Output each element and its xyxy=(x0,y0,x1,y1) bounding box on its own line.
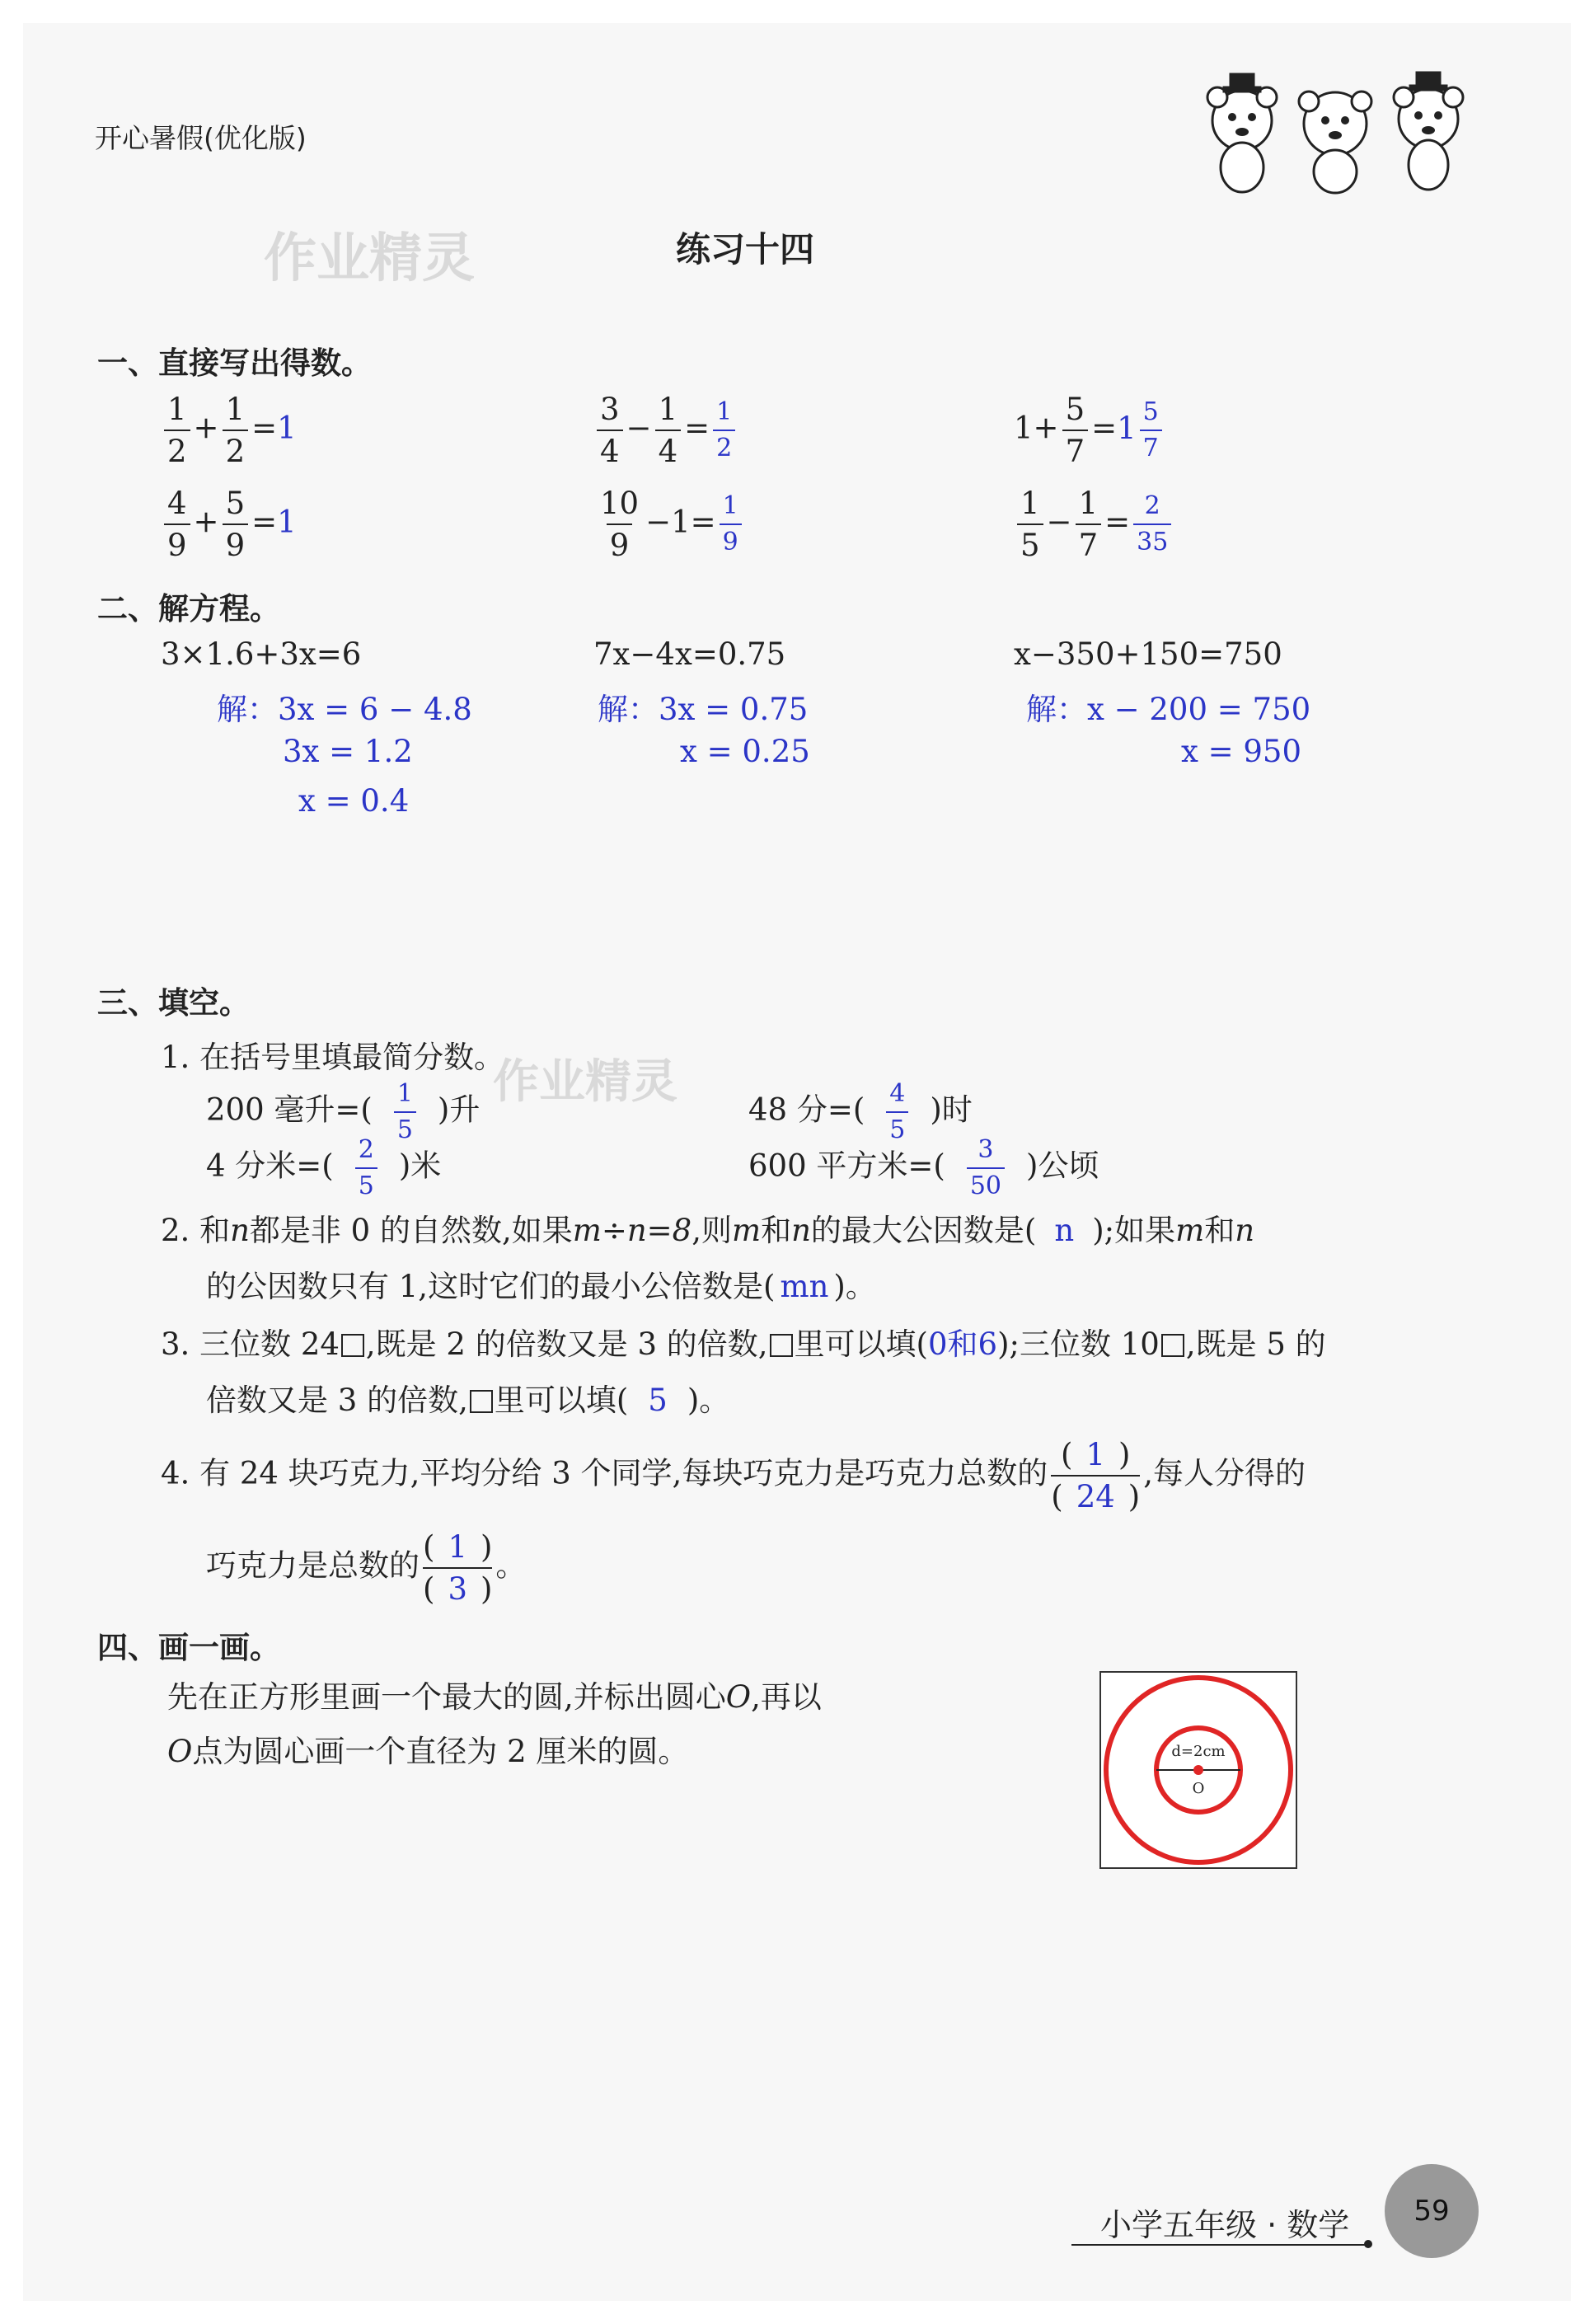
page-number-badge: 59 xyxy=(1385,2164,1479,2258)
calc-item-4: $\frac{4}{9}$ + $\frac{5}{9}$ =1 xyxy=(161,488,297,561)
answer: 5 xyxy=(648,1383,668,1418)
center-label: O xyxy=(1192,1780,1205,1797)
solution-1-line-3: x = 0.4 xyxy=(298,783,410,819)
footer-rule xyxy=(1071,2244,1368,2246)
section3-heading: 三、填空。 xyxy=(97,985,250,1021)
answer: 1 xyxy=(277,410,297,446)
watermark: 作业精灵 xyxy=(264,228,475,289)
calc-item-2: $\frac{3}{4}$ − $\frac{1}{4}$ = $\frac{1}{2}$ xyxy=(593,394,738,467)
section1-heading: 一、直接写出得数。 xyxy=(97,345,372,381)
q4-line-1: 4. 有 24 块巧克力,平均分给 3 个同学,每块巧克力是巧克力总数的 ( 1 ) ( 24 ) ,每人分得的 xyxy=(161,1437,1306,1514)
footer-dot xyxy=(1364,2240,1372,2248)
calc-item-6: $\frac{1}{5}$ − $\frac{1}{7}$ = $\frac{2}{35}$ xyxy=(1014,488,1174,561)
page-title: 练习十四 xyxy=(676,229,815,270)
footer-grade-subject: 小学五年级 · 数学 xyxy=(1100,2207,1350,2243)
calc-item-1: $\frac{1}{2}$ + $\frac{1}{2}$ =1 xyxy=(161,394,297,467)
equation-1: 3×1.6+3x=6 xyxy=(161,636,362,672)
q1-item-2: 48 分=( $\frac{4}{5}$ )时 xyxy=(748,1079,973,1144)
calc-item-3: 1+ $\frac{5}{7}$ =1 $\frac{5}{7}$ xyxy=(1014,394,1165,467)
answer: n xyxy=(1054,1213,1075,1248)
q1-item-1: 200 毫升=( $\frac{1}{5}$ )升 xyxy=(206,1079,481,1144)
answer: $\frac{1}{2}$ xyxy=(713,400,735,461)
section4-line-1: 先在正方形里画一个最大的圆,并标出圆心O,再以 xyxy=(167,1679,822,1715)
solution-1-line-2: 3x = 1.2 xyxy=(283,734,413,769)
solution-2-line-2: x = 0.25 xyxy=(680,734,810,769)
q2-line-2: 的公因数只有 1,这时它们的最小公倍数是( mn )。 xyxy=(206,1269,876,1304)
answer: 0和6 xyxy=(928,1326,998,1362)
answer: $\frac{1}{9}$ xyxy=(720,494,742,555)
circle-figure xyxy=(1099,1671,1297,1869)
solution-3-line-2: x = 950 xyxy=(1181,734,1302,769)
solution-1-line-1: 解：3x = 6 − 4.8 xyxy=(217,692,472,727)
solution-3-line-1: 解：x − 200 = 750 xyxy=(1026,692,1311,727)
watermark-2: 作业精灵 xyxy=(493,1055,677,1109)
q2-line-1: 2. 和n都是非 0 的自然数,如果m÷n=8,则m和n的最大公因数是( n );如果m和n xyxy=(161,1213,1255,1248)
equation-3: x−350+150=750 xyxy=(1014,636,1282,672)
answer: mn xyxy=(780,1269,829,1304)
q1-item-4: 600 平方米=( $\frac{3}{50}$ )公顷 xyxy=(748,1135,1099,1200)
answer: 1 $\frac{5}{7}$ xyxy=(1117,411,1165,446)
q3-line-1: 3. 三位数 24 ,既是 2 的倍数又是 3 的倍数, 里可以填(0和6);三位数 10 ,既是 5 的 xyxy=(161,1326,1326,1362)
answer: 1 xyxy=(277,504,297,540)
q4-line-2: 巧克力是总数的 ( 1 ) ( 3 ) 。 xyxy=(206,1529,527,1607)
answer: $\frac{2}{35}$ xyxy=(1133,494,1171,555)
section4-heading: 四、画一画。 xyxy=(97,1630,280,1665)
diameter-label: d=2cm xyxy=(1171,1743,1226,1760)
equation-2: 7x−4x=0.75 xyxy=(593,636,786,672)
center-point xyxy=(1193,1765,1203,1775)
bear-mascots-illustration xyxy=(1191,64,1479,196)
section4-line-2: O点为圆心画一个直径为 2 厘米的圆。 xyxy=(167,1734,689,1769)
q3-line-2: 倍数又是 3 的倍数, 里可以填( 5 )。 xyxy=(206,1383,730,1418)
q1-item-3: 4 分米=( $\frac{2}{5}$ )米 xyxy=(206,1135,442,1200)
book-title: 开心暑假(优化版) xyxy=(95,122,307,154)
q1-stem: 1. 在括号里填最简分数。 xyxy=(161,1040,505,1075)
calc-item-5: $\frac{10}{9}$ −1= $\frac{1}{9}$ xyxy=(593,488,745,561)
solution-2-line-1: 解：3x = 0.75 xyxy=(598,692,809,727)
section2-heading: 二、解方程。 xyxy=(97,591,280,627)
